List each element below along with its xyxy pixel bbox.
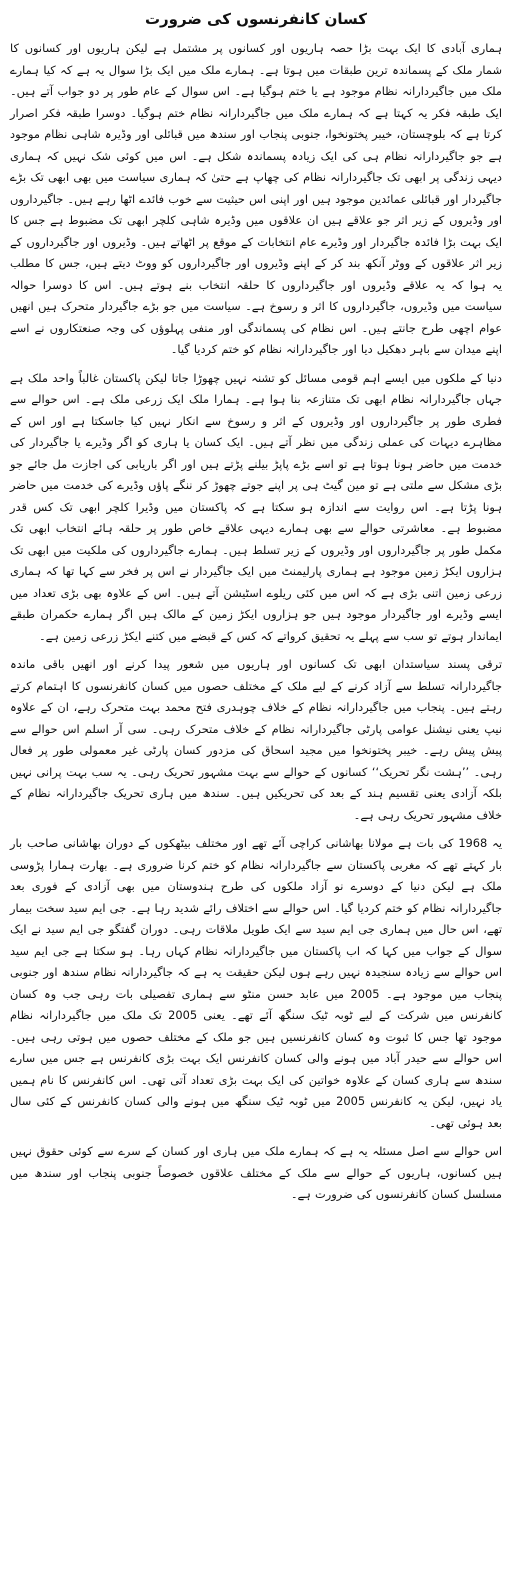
article-paragraph: ترقی پسند سیاستدان ابھی تک کسانوں اور ہاریوں میں شعور پیدا کرنے اور انھیں باقی ماندہ جاگیردارانہ تسلط سے آزاد کرنے کے لیے ملک کے مختلف حصوں میں کسان کانفرنسوں کا اہتمام کرتے رہتے ہیں۔ پنجاب میں جاگیردارانہ نظام کے خلاف چوہدری فتح محمد بہت متحرک رہے، ان کے علاوہ نیپ یعنی نیشنل عوامی پارٹی جاگیردارانہ نظام کے خلاف متحرک رہی۔ سی آر اسلم اس حوالے سے پیش پیش رہے۔ خیبر پختونخوا میں مجید اسحاق کی مزدور کسان پارٹی غیر معمولی طور پر فعال رہی۔ ’’ہشت نگر تحریک‘‘ کسانوں کے حوالے سے بہت مشہور تحریک رہی۔ یہ سب بہت پرانی نہیں بلکہ آزادی یعنی تقسیم ہند کے بعد کی تحریکیں ہیں۔ سندھ میں ہاری تحریک جاگیردارانہ نظام کے خلاف مشہور تحریک رہی ہے۔ [10,657,502,822]
article-body [10,38,502,1206]
article-paragraph: ہماری آبادی کا ایک بہت بڑا حصہ ہاریوں اور کسانوں پر مشتمل ہے لیکن ہاریوں اور کسانوں کا شمار ملک کے پسماندہ ترین طبقات میں ہوتا ہے۔ ہمارے ملک میں ایک بڑا سوال یہ ہے کہ کیا ہمارے ملک میں جاگیردارانہ نظام موجود ہے یا ختم ہوگیا ہے۔ اس سوال کے عام طور پر دو جواب آتے ہیں۔ ایک طبقہ فکر یہ کہتا ہے کہ ہمارے ملک میں جاگیردارانہ نظام ختم ہوگیا۔ دوسرا طبقہ فکر اصرار کرتا ہے کہ بلوچستان، خیبر پختونخوا، جنوبی پنجاب اور سندھ میں قبائلی اور وڈیرہ شاہی نظام موجود ہے جو جاگیردارانہ نظام ہی کی ایک زیادہ پسماندہ شکل ہے۔ اس میں کوئی شک نہیں کہ ہماری دیہی زندگی پر ابھی تک جاگیردارانہ نظام کی چھاپ ہے حتیٰ کہ ہماری سیاست میں بھی ابھی تک بڑے جاگیردار اور قبائلی عمائدین موجود ہیں اور اپنی اس حیثیت سے خوب فائدے اٹھا رہے ہیں۔ جاگیرداروں اور وڈیروں کے زیر اثر جو علاقے ہیں ان علاقوں میں وڈیرہ شاہی کلچر ابھی تک مضبوط ہے جس کا ایک بہت بڑا فائدہ جاگیردار اور وڈیرے عام انتخابات کے موقع پر اٹھاتے ہیں۔ وڈیروں اور جاگیرداروں کے زیر اثر علاقوں کے ووٹر آنکھ بند کر کے اپنے وڈیروں اور جاگیرداروں کو ووٹ دیتے ہیں، جس کا مطلب یہ ہوا کہ یہ علاقے وڈیروں اور جاگیرداروں کا حلقہ انتخاب بنے ہوتے ہیں۔ اس کا دوسرا حوالہ سیاست میں وڈیروں، جاگیرداروں کا اثر و رسوخ ہے۔ سیاست میں جو بڑے جاگیردار متحرک ہیں انھیں عوام اچھی طرح جانتے ہیں۔ اس نظام کی پسماندگی اور منفی پہلوؤں کی وجہ صنعتکاروں نے اسے اپنے میدان سے باہر دھکیل دیا اور جاگیردارانہ نظام کو ختم کردیا گیا۔ [10,41,502,356]
article-paragraph: یہ 1968 کی بات ہے مولانا بھاشانی کراچی آئے تھے اور مختلف بیٹھکوں کے دوران بھاشانی صاحب بار بار کہتے تھے کہ مغربی پاکستان سے جاگیردارانہ نظام کو ختم کرنا ضروری ہے۔ بھارت ہمارا پڑوسی ملک ہے لیکن دنیا کے دوسرے نو آزاد ملکوں کی طرح ہندوستان میں بھی آزادی کے فوری بعد جاگیردارانہ نظام کو ختم کردیا گیا۔ اس حوالے سے اختلاف رائے شدید رہا ہے۔ جی ایم سید سخت بیمار تھے، اس حال میں ہماری جی ایم سید سے ایک طویل ملاقات رہی۔ دوران گفتگو جی ایم سید نے ایک سوال کے جواب میں کہا کہ اب پاکستان میں جاگیردارانہ نظام کہاں رہا۔ ہو سکتا ہے جی ایم سید اس حوالے سے زیادہ سنجیدہ نہیں رہے ہوں لیکن حقیقت یہ ہے کہ جاگیردارانہ نظام سندھ اور جنوبی پنجاب میں موجود ہے۔ 2005 میں عابد حسن منٹو سے ہماری تفصیلی بات رہی جب وہ کسان کانفرنس میں شرکت کے لیے ٹوبہ ٹیک سنگھ آئے تھے۔ یعنی 2005 تک ملک میں جاگیردارانہ نظام موجود تھا جس کا ثبوت وہ کسان کانفرنسیں ہیں جو ملک کے مختلف حصوں میں ہوتی رہی ہیں۔ اس حوالے سے حیدر آباد میں ہونے والی کسان کانفرنس ایک بہت بڑی کانفرنس ہے جس میں سارے سندھ سے ہاری کسان کے علاوہ خواتین کی ایک بہت بڑی تعداد آتی تھی۔ اس کانفرنس کا نام ہمیں یاد نہیں، لیکن یہ کانفرنس 2005 میں ٹوبہ ٹیک سنگھ میں ہونے والی کسان کانفرنس کے کئی سال بعد ہوئی تھی۔ [10,836,503,1130]
article-title: کسان کانفرنسوں کی ضرورت [144,10,368,28]
article-paragraph: اس حوالے سے اصل مسئلہ یہ ہے کہ ہمارے ملک میں ہاری اور کسان کے سرے سے کوئی حقوق نہیں ہیں کسانوں، ہاریوں کے حوالے سے ملک کے مختلف علاقوں خصوصاً جنوبی پنجاب اور سندھ میں مسلسل کسان کانفرنسوں کی ضرورت ہے۔ [10,1144,502,1201]
article-paragraph: دنیا کے ملکوں میں ایسے اہم قومی مسائل کو تشنہ نہیں چھوڑا جاتا لیکن پاکستان غالباً واحد ملک ہے جہاں جاگیردارانہ نظام ابھی تک متنازعہ بنا ہوا ہے۔ ہمارا ملک ایک زرعی ملک ہے۔ اس حوالے سے فطری طور پر جاگیرداروں اور وڈیروں کے اثر و رسوخ سے انکار نہیں کیا جاسکتا ہے اور اس کے مظاہرے دیہات کی عملی زندگی میں نظر آتے ہیں۔ ایک کسان یا ہاری کو اگر وڈیرے یا جاگیردار کی خدمت میں حاضر ہونا ہوتا ہے تو اسے بڑے پاپڑ بیلنے پڑتے ہیں اور اگر باریابی کی اجازت مل جائے جو بڑی مشکل سے ملتی ہے تو مین گیٹ ہی پر اپنے جوتے چھوڑ کر ننگے پاؤں وڈیرے کی خدمت میں حاضر ہونا پڑتا ہے۔ اس روایت سے اندازہ ہو سکتا ہے کہ پاکستان میں وڈیرا کلچر ابھی تک کس قدر مضبوط ہے۔ معاشرتی حوالے سے بھی ہمارے دیہی علاقے خاص طور پر حلقہ ہائے انتخاب ابھی تک مکمل طور پر جاگیرداروں اور وڈیروں کے زیر تسلط ہیں۔ ہمارے جاگیرداروں کی ملکیت میں ابھی تک ہزاروں ایکڑ زمین موجود ہے ہماری پارلیمنٹ میں ایک جاگیردار نے اس پر فخر سے کہا تھا کہ ہماری زرعی زمین اتنی بڑی ہے کہ اس میں کئی ریلوے اسٹیشن آتے ہیں۔ اس کے علاوہ بھی بڑی تعداد میں ایسے وڈیرے اور جاگیردار موجود ہیں جو ہزاروں ایکڑ زمین کے مالک ہیں اگر ہمارے حکمران طبقے ایماندار ہوتے تو سب سے پہلے یہ تحقیق کرواتے کہ کس کے قبضے میں کتنے ایکڑ زرعی زمین ہے۔ [10,370,502,643]
